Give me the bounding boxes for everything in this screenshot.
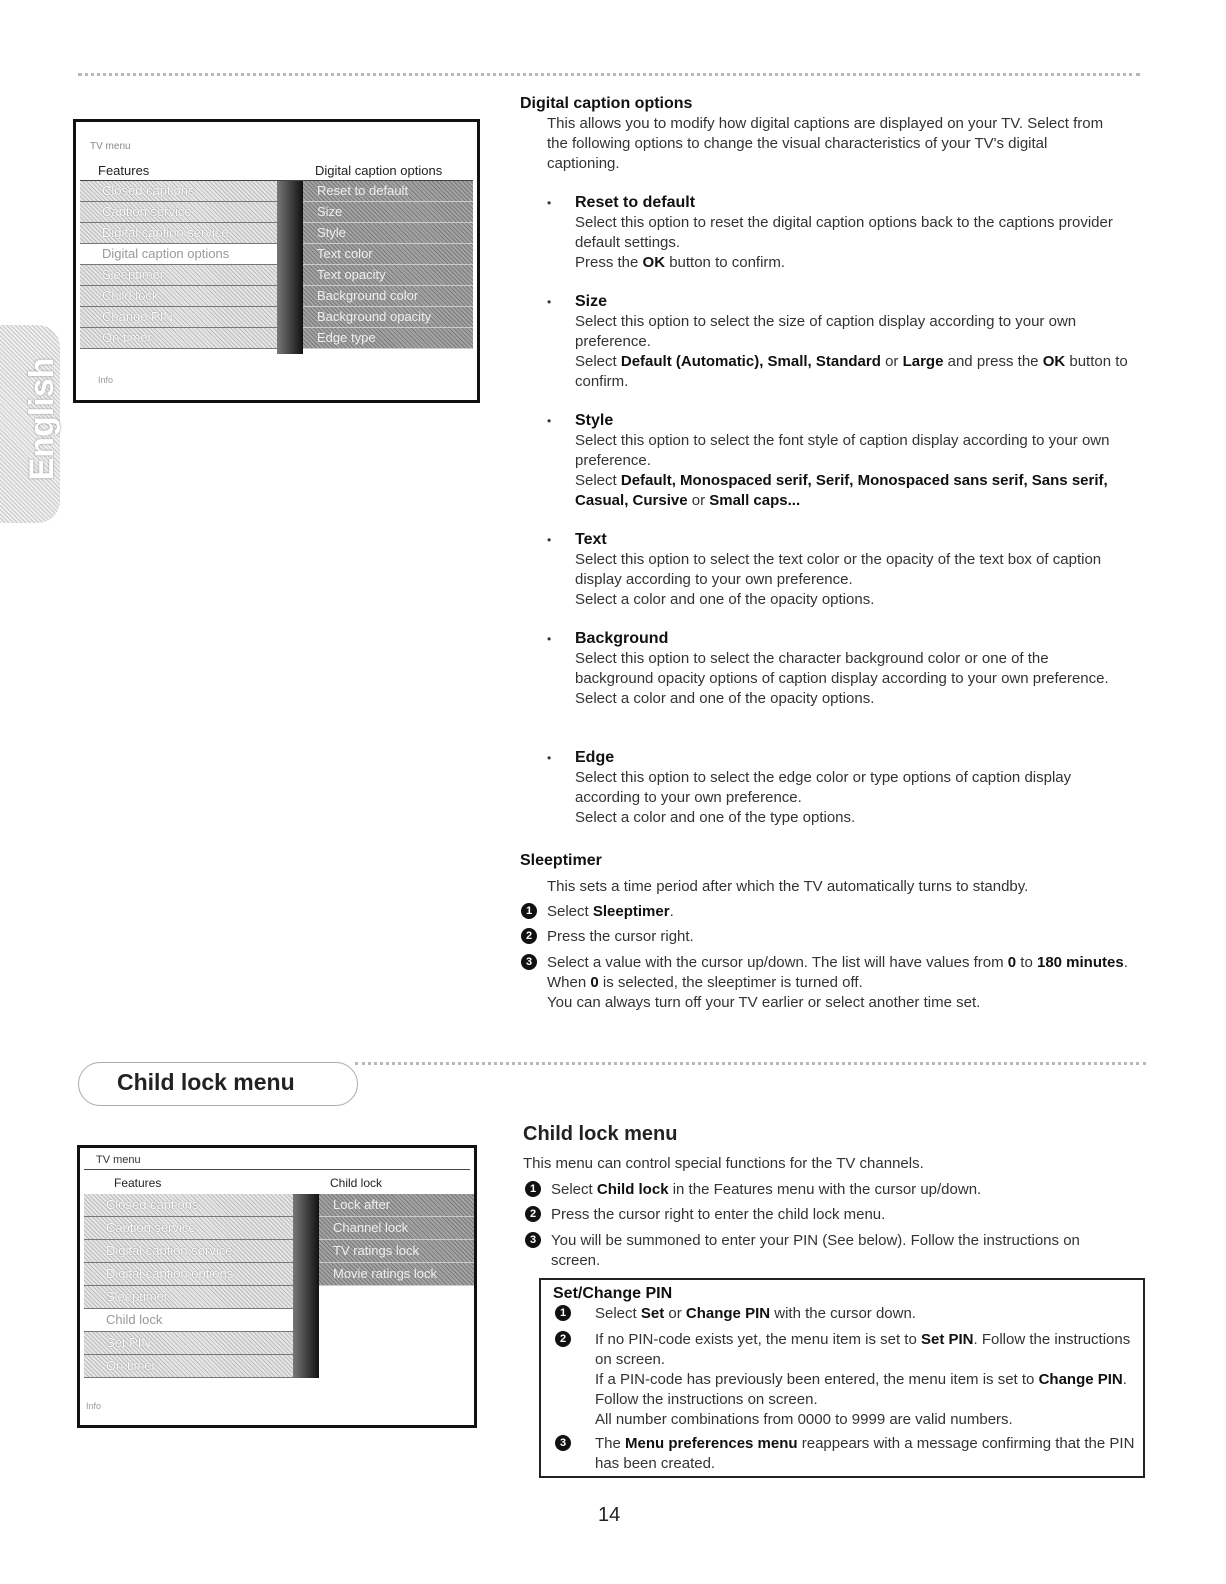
set-change-pin-box xyxy=(539,1278,1145,1478)
step-number-icon: 2 xyxy=(525,1206,541,1222)
menu-item: Closed captions xyxy=(84,1194,293,1217)
tv-menu-title: TV menu xyxy=(90,141,131,152)
sleeptimer-heading: Sleeptimer xyxy=(520,852,602,869)
menu-item: Caption service xyxy=(84,1217,293,1240)
menu-item: Digital caption service xyxy=(84,1240,293,1263)
language-label: English xyxy=(23,357,61,481)
features-header: Features xyxy=(98,163,150,178)
digital-caption-options-list xyxy=(303,181,473,349)
language-side-tab xyxy=(0,325,60,523)
top-divider xyxy=(78,73,1140,76)
menu-item: Set PIN xyxy=(84,1332,293,1355)
step-number-icon: 2 xyxy=(521,928,537,944)
submenu-item: Text color xyxy=(303,244,473,265)
menu-item: Digital caption service xyxy=(80,223,277,244)
step-number-icon: 3 xyxy=(521,954,537,970)
step-number-icon: 3 xyxy=(555,1435,571,1451)
menu-item: Sleeptimer xyxy=(80,265,277,286)
bullet-icon: • xyxy=(547,196,552,210)
menu-item: Child lock xyxy=(84,1309,293,1332)
child-lock-step-1: 1 Select Child lock in the Features menu with the cursor up/down. xyxy=(551,1180,1131,1200)
submenu-item: Movie ratings lock xyxy=(319,1263,474,1286)
bullet-icon: • xyxy=(547,295,552,309)
submenu-item: Edge type xyxy=(303,328,473,349)
bullet-icon: • xyxy=(547,632,552,646)
option-background: • Background Select this option to select the character background color or one of the background opacity options of caption display according to your own preference. Select a color and one of the opacity options. xyxy=(547,630,1109,707)
submenu-item: Channel lock xyxy=(319,1217,474,1240)
bullet-icon: • xyxy=(547,751,552,765)
bullet-icon: • xyxy=(547,414,552,428)
menu-item: Caption service xyxy=(80,202,277,223)
menu-item: On timer xyxy=(84,1355,293,1378)
child-lock-options-list xyxy=(319,1194,474,1286)
child-lock-intro: This menu can control special functions for the TV channels. xyxy=(523,1155,924,1172)
pin-step-1: 1 Select Set or Change PIN with the cursor down. xyxy=(595,1304,1135,1324)
sleeptimer-step-1: 1 Select Sleeptimer. xyxy=(547,902,1127,922)
option-text: • Text Select this option to select the text color or the opacity of the text box of caption display according to your own preference. Select a color and one of the opacity options. xyxy=(547,531,1102,608)
menu-item: On timer xyxy=(80,328,277,349)
menu-item: Sleeptimer xyxy=(84,1286,293,1309)
menu-item: Closed captions xyxy=(80,181,277,202)
option-style: • Style Select this option to select the font style of caption display according to your own preference. Select Default, Monospaced serif, Serif, Monospaced sans serif, Sans serif, Casual, Cursive or Small caps... xyxy=(547,412,1110,509)
digital-caption-intro: This allows you to modify how digital captions are displayed on your TV. Select from the following options to change the visual characteristics of your TV's digital captioning. xyxy=(547,115,1104,172)
submenu-header: Child lock xyxy=(330,1176,383,1190)
pin-step-3: 3 The Menu preferences menu reappears with a message confirming that the PIN has been created. xyxy=(595,1434,1135,1474)
menu-item: Change PIN xyxy=(80,307,277,328)
option-reset-to-default: • Reset to default Select this option to reset the digital caption options back to the captions provider default settings. Press the OK button to confirm. xyxy=(547,194,1113,271)
child-lock-step-2: 2 Press the cursor right to enter the child lock menu. xyxy=(551,1205,1131,1225)
pin-step-2: 2 If no PIN-code exists yet, the menu item is set to Set PIN. Follow the instructions on screen. If a PIN-code has previously been entered, the menu item is set to Change PIN. Follow the instructions on screen. All number combinations from 0000 to 9999 are valid numbers. xyxy=(595,1330,1135,1430)
pin-heading: Set/Change PIN xyxy=(553,1285,673,1302)
option-size: • Size Select this option to select the size of caption display according to your own preference. Select Default (Automatic), Small, Standard or Large and press the OK button to confirm. xyxy=(547,293,1128,390)
step-number-icon: 1 xyxy=(525,1181,541,1197)
submenu-item: Text opacity xyxy=(303,265,473,286)
title-divider xyxy=(84,1169,470,1170)
tv-menu-screenshot-digital-caption xyxy=(73,119,480,403)
features-list xyxy=(80,181,277,349)
info-label: Info xyxy=(86,1401,102,1411)
menu-item: Digital caption options xyxy=(84,1263,293,1286)
submenu-item: Background opacity xyxy=(303,307,473,328)
sleeptimer-step-3: 3 Select a value with the cursor up/down. The list will have values from 0 to 180 minutes. When 0 is selected, the sleeptimer is turned off. You can always turn off your TV earlier or select another time set. xyxy=(547,953,1132,1013)
bullet-icon: • xyxy=(547,533,552,547)
submenu-item: Reset to default xyxy=(303,181,473,202)
tv-menu-title: TV menu xyxy=(96,1154,141,1166)
submenu-item: Style xyxy=(303,223,473,244)
submenu-item: Background color xyxy=(303,286,473,307)
menu-column-divider xyxy=(293,1194,319,1378)
section-divider xyxy=(355,1062,1146,1065)
menu-item: Child lock xyxy=(80,286,277,307)
sleeptimer-intro: This sets a time period after which the TV automatically turns to standby. xyxy=(547,878,1029,895)
menu-item: Digital caption options xyxy=(80,244,277,265)
features-list xyxy=(84,1194,293,1378)
step-number-icon: 1 xyxy=(555,1305,571,1321)
submenu-header: Digital caption options xyxy=(315,163,443,178)
menu-column-divider xyxy=(277,181,303,354)
submenu-item: TV ratings lock xyxy=(319,1240,474,1263)
child-lock-step-3: 3 You will be summoned to enter your PIN (See below). Follow the instructions on screen. xyxy=(551,1231,1131,1271)
sleeptimer-step-2: 2 Press the cursor right. xyxy=(547,927,1127,947)
info-label: Info xyxy=(98,375,114,385)
child-lock-heading: Child lock menu xyxy=(523,1123,678,1145)
page-number: 14 xyxy=(598,1504,621,1526)
features-header: Features xyxy=(114,1176,162,1190)
step-number-icon: 2 xyxy=(555,1331,571,1347)
tv-menu-screenshot-child-lock xyxy=(77,1145,477,1428)
submenu-item: Size xyxy=(303,202,473,223)
digital-caption-heading: Digital caption options xyxy=(520,95,693,112)
submenu-item: Lock after xyxy=(319,1194,474,1217)
section-tab-child-lock: Child lock menu xyxy=(78,1062,358,1106)
step-number-icon: 3 xyxy=(525,1232,541,1248)
option-edge: • Edge Select this option to select the edge color or type options of caption display according to your own preference. Select a color and one of the type options. xyxy=(547,749,1072,826)
step-number-icon: 1 xyxy=(521,903,537,919)
